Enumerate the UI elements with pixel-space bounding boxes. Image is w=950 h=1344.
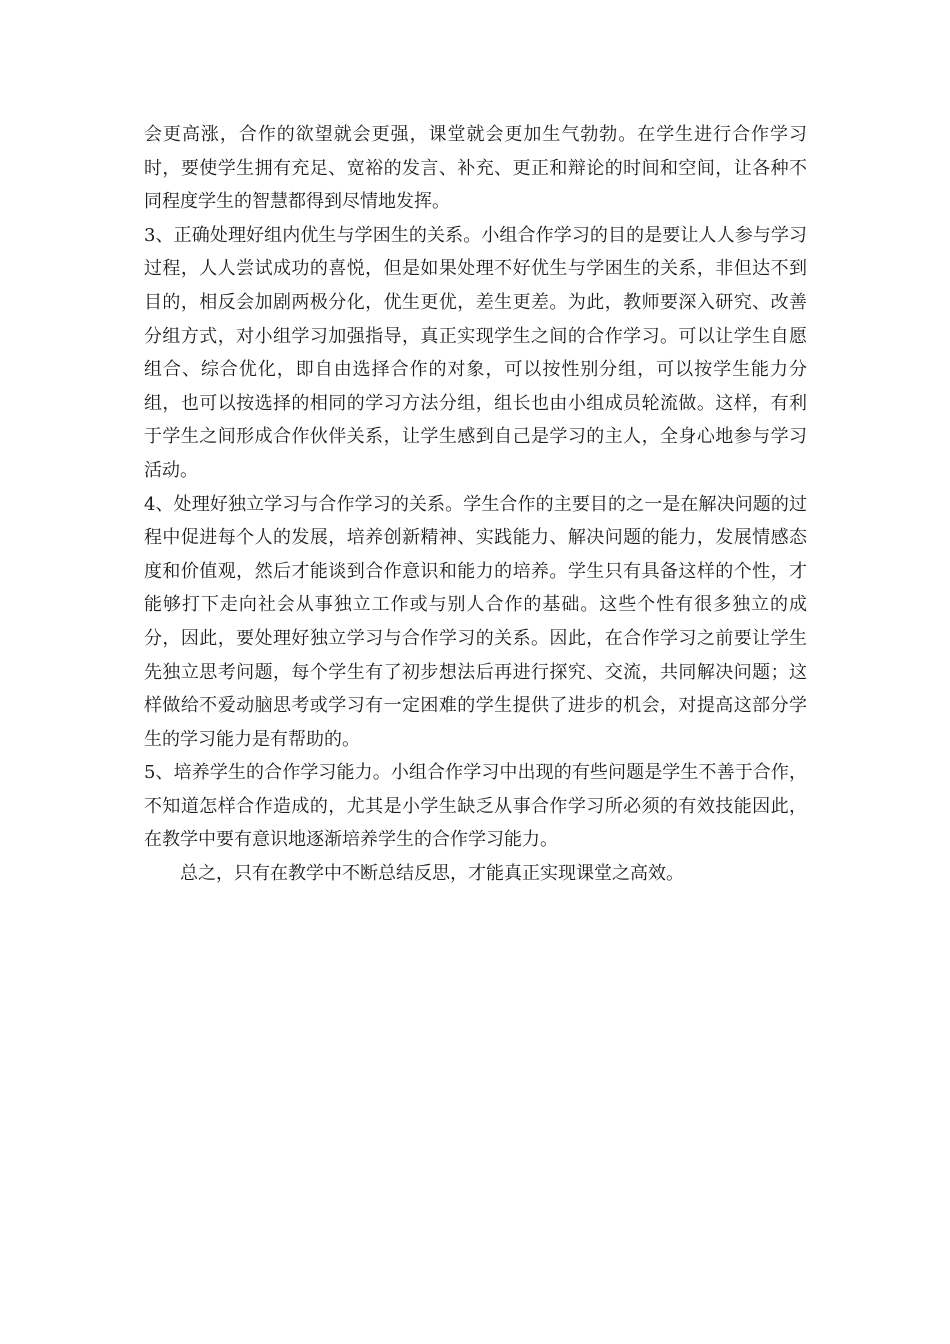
paragraph-point-5: 5、培养学生的合作学习能力。小组合作学习中出现的有些问题是学生不善于合作，不知道怎样合作造成的，尤其是小学生缺乏从事合作学习所必须的有效技能因此，在教学中要有意识地逐渐培养学生的合作学习能力。 (144, 762, 807, 851)
paragraph-point-4: 4、处理好独立学习与合作学习的关系。学生合作的主要目的之一是在解决问题的过程中促进每个人的发展，培养创新精神、实践能力、解决问题的能力，发展情感态度和价值观，然后才能谈到合作意识和能力的培养。学生只有具备这样的个性，才能够打下走向社会从事独立工作或与别人合作的基础。这些个性有很多独立的成分，因此，要处理好独立学习与合作学习的关系。因此，在合作学习之前要让学生先独立思考问题，每个学生有了初步想法后再进行探究、交流，共同解决问题；这样做给不爱动脑思考或学习有一定困难的学生提供了进步的机会，对提高这部分学生的学习能力是有帮助的。 (144, 493, 807, 750)
paragraph-continuation: 会更高涨，合作的欲望就会更强，课堂就会更加生气勃勃。在学生进行合作学习时，要使学生拥有充足、宽裕的发言、补充、更正和辩论的时间和空间，让各种不同程度学生的智慧都得到尽情地发挥。 (144, 124, 807, 213)
document-body (144, 118, 807, 891)
paragraph-point-3: 3、正确处理好组内优生与学困生的关系。小组合作学习的目的是要让人人参与学习过程，人人尝试成功的喜悦，但是如果处理不好优生与学困生的关系，非但达不到目的，相反会加剧两极分化，优生更优，差生更差。为此，教师要深入研究、改善分组方式，对小组学习加强指导，真正实现学生之间的合作学习。可以让学生自愿组合、综合优化，即自由选择合作的对象，可以按性别分组，可以按学生能力分组，也可以按选择的相同的学习方法分组，组长也由小组成员轮流做。这样，有利于学生之间形成合作伙伴关系，让学生感到自己是学习的主人，全身心地参与学习活动。 (144, 224, 807, 481)
paragraph-conclusion: 总之，只有在教学中不断总结反思，才能真正实现课堂之高效。 (180, 863, 684, 885)
